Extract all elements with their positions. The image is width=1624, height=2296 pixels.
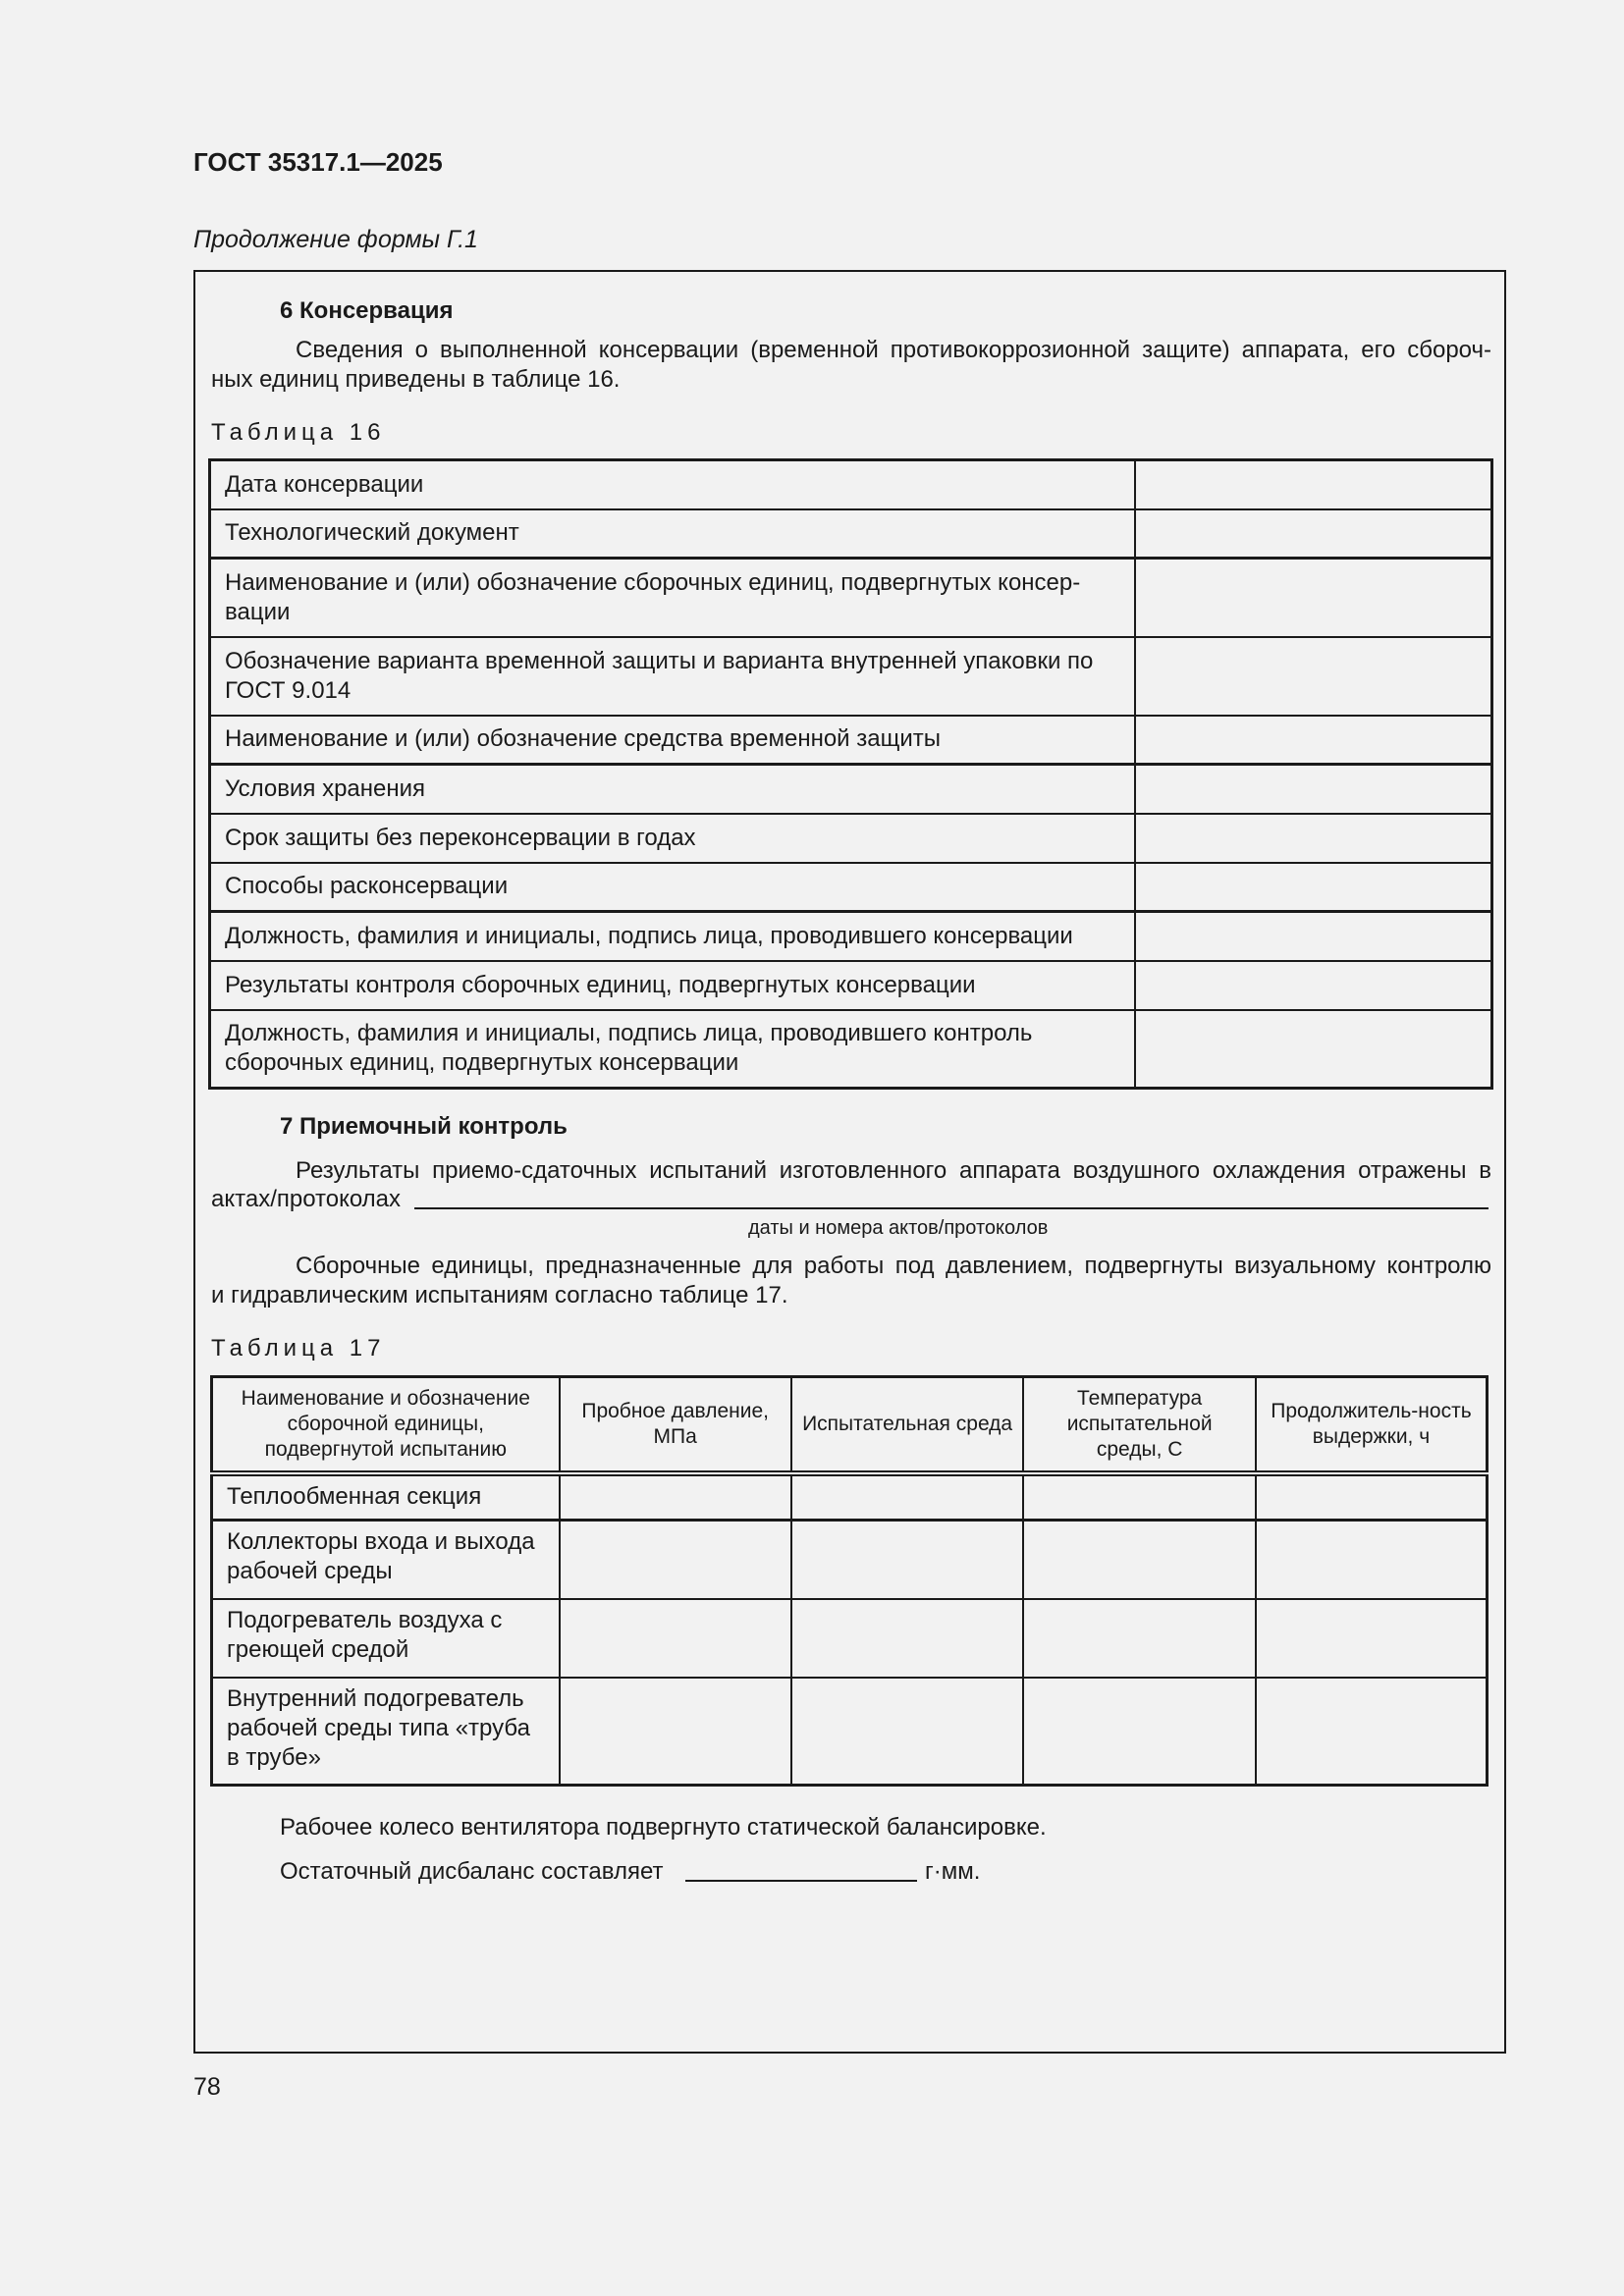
table-cell: Коллекторы входа и выхода рабочей среды [212, 1521, 560, 1599]
value-cell[interactable] [1135, 716, 1491, 765]
value-cell[interactable] [1256, 1473, 1488, 1521]
value-cell[interactable] [791, 1473, 1024, 1521]
value-cell[interactable] [791, 1678, 1024, 1786]
value-cell[interactable] [1135, 863, 1491, 912]
section7-para1-line1: Результаты приемо-сдаточных испытаний изготовленного аппарата воздушного охлаждения отражены в [296, 1157, 1491, 1184]
table-cell: Внутренний подогреватель рабочей среды типа «труба в трубе» [212, 1678, 560, 1786]
section7-heading: 7 Приемочный контроль [280, 1113, 568, 1140]
table-cell: Должность, фамилия и инициалы, подпись лица, проводившего консервации [210, 912, 1136, 961]
table-cell: Результаты контроля сборочных единиц, подвергнутых консервации [210, 961, 1136, 1010]
table-row [210, 637, 1492, 716]
table-row [210, 1010, 1492, 1089]
value-cell[interactable] [1256, 1521, 1488, 1599]
value-cell[interactable] [1135, 814, 1491, 863]
table-row [212, 1473, 1488, 1521]
imbalance-prefix: Остаточный дисбаланс составляет [280, 1858, 664, 1885]
table16-caption: Таблица 16 [211, 419, 386, 446]
table-header-cell: Пробное давление, МПа [560, 1377, 791, 1473]
table-row [210, 863, 1492, 912]
table-cell: Дата консервации [210, 460, 1136, 509]
value-cell[interactable] [1135, 765, 1491, 814]
table-header-row [212, 1377, 1488, 1473]
section7-paragraph2 [211, 1252, 1491, 1310]
section6-para-line1: Сведения о выполненной консервации (временной противокоррозионной защите) аппарата, его сбороч- [296, 337, 1491, 363]
table-row [210, 460, 1492, 509]
table-cell: Условия хранения [210, 765, 1136, 814]
section7-paragraph1 [211, 1156, 1491, 1186]
value-cell[interactable] [1256, 1599, 1488, 1678]
table-row [210, 509, 1492, 559]
table-row [212, 1599, 1488, 1678]
section7-para2-line2: и гидравлическим испытаниям согласно таблице 17. [211, 1282, 788, 1308]
table17-caption: Таблица 17 [211, 1335, 386, 1362]
value-cell[interactable] [560, 1599, 791, 1678]
table-cell: Наименование и (или) обозначение средства временной защиты [210, 716, 1136, 765]
table-cell: Теплообменная секция [212, 1473, 560, 1521]
value-cell[interactable] [1135, 509, 1491, 559]
section6-para-line2: ных единиц приведены в таблице 16. [211, 366, 621, 393]
section6-paragraph [211, 336, 1491, 395]
value-cell[interactable] [1023, 1473, 1256, 1521]
value-cell[interactable] [1135, 912, 1491, 961]
value-cell[interactable] [1023, 1599, 1256, 1678]
form-continuation-label: Продолжение формы Г.1 [193, 226, 478, 253]
value-cell[interactable] [560, 1473, 791, 1521]
table-cell: Подогреватель воздуха с греющей средой [212, 1599, 560, 1678]
value-cell[interactable] [560, 1678, 791, 1786]
value-cell[interactable] [1135, 460, 1491, 509]
table-row [212, 1678, 1488, 1786]
table-cell: Срок защиты без переконсервации в годах [210, 814, 1136, 863]
table-header-cell: Наименование и обозначение сборочной единицы, подвергнутой испытанию [212, 1377, 560, 1473]
table-row [210, 814, 1492, 863]
acts-caption: даты и номера актов/протоколов [748, 1217, 1049, 1239]
table-header-cell: Испытательная среда [791, 1377, 1024, 1473]
value-cell[interactable] [1135, 961, 1491, 1010]
value-cell[interactable] [791, 1521, 1024, 1599]
table17 [210, 1375, 1489, 1787]
value-cell[interactable] [1135, 1010, 1491, 1089]
table-cell: Обозначение варианта временной защиты и варианта внутренней упаковки по ГОСТ 9.014 [210, 637, 1136, 716]
balance-text: Рабочее колесо вентилятора подвергнуто статической балансировке. [280, 1814, 1047, 1841]
acts-fill-line[interactable] [414, 1207, 1489, 1209]
section7-para2-line1: Сборочные единицы, предназначенные для работы под давлением, подвергнуты визуальному контролю [296, 1253, 1491, 1279]
table-row [212, 1521, 1488, 1599]
imbalance-fill-line[interactable] [685, 1880, 917, 1882]
section6-heading: 6 Консервация [280, 297, 454, 324]
value-cell[interactable] [560, 1521, 791, 1599]
value-cell[interactable] [1256, 1678, 1488, 1786]
table16 [208, 458, 1493, 1090]
value-cell[interactable] [1135, 559, 1491, 637]
table-row [210, 765, 1492, 814]
value-cell[interactable] [1023, 1521, 1256, 1599]
value-cell[interactable] [791, 1599, 1024, 1678]
table-row [210, 559, 1492, 637]
imbalance-unit: г·мм. [925, 1858, 981, 1885]
table-row [210, 912, 1492, 961]
section7-para1-line2: актах/протоколах [211, 1186, 402, 1212]
page-number: 78 [193, 2073, 221, 2101]
value-cell[interactable] [1135, 637, 1491, 716]
table-cell: Способы расконсервации [210, 863, 1136, 912]
table-cell: Должность, фамилия и инициалы, подпись лица, проводившего контроль сборочных единиц, подвергнутых консервации [210, 1010, 1136, 1089]
table-cell: Наименование и (или) обозначение сборочных единиц, подвергнутых консер-вации [210, 559, 1136, 637]
table-header-cell: Продолжитель-ность выдержки, ч [1256, 1377, 1488, 1473]
table-header-cell: Температура испытательной среды, С [1023, 1377, 1256, 1473]
table-row [210, 961, 1492, 1010]
table-row [210, 716, 1492, 765]
value-cell[interactable] [1023, 1678, 1256, 1786]
table-cell: Технологический документ [210, 509, 1136, 559]
document-code: ГОСТ 35317.1—2025 [193, 147, 443, 177]
